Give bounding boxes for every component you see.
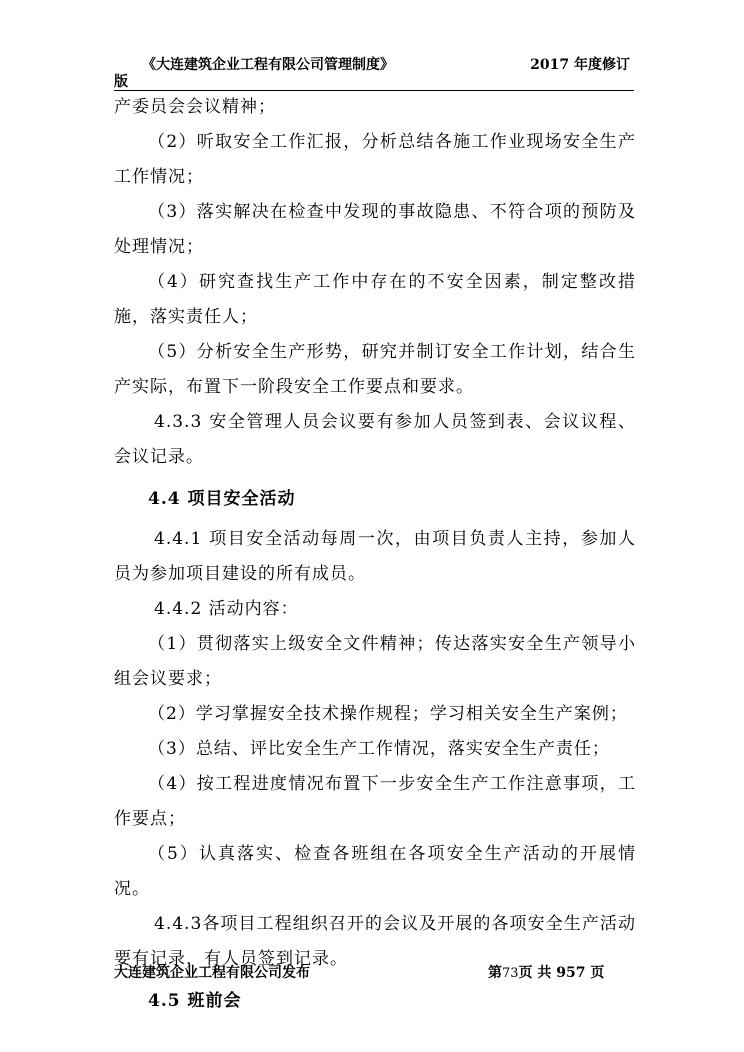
paragraph: （5）认真落实、检查各班组在各项安全生产活动的开展情况。	[114, 844, 636, 899]
footer-page-number: 73	[502, 966, 519, 981]
section-heading: 4.4 项目安全活动	[148, 489, 296, 509]
paragraph: 4.4.3各项目工程组织召开的会议及开展的各项安全生产活动要有记录，有人员签到记录。	[114, 914, 636, 969]
footer-publisher: 大连建筑企业工程有限公司发布	[114, 965, 310, 981]
footer-page-total: 页 共 957 页	[518, 965, 605, 981]
paragraph: 4.4.2 活动内容：	[154, 599, 299, 619]
page-header	[114, 50, 634, 91]
footer-page-info	[488, 962, 604, 982]
paragraph: （5）分析安全生产形势，研究并制订安全工作计划，结合生产实际，布置下一阶段安全工作要点和要求。	[114, 342, 636, 397]
document-body	[114, 90, 636, 1024]
paragraph: （3）总结、评比安全生产工作情况，落实安全生产责任；	[148, 739, 610, 759]
paragraph: 4.4.1 项目安全活动每周一次，由项目负责人主持，参加人员为参加项目建设的所有成员。	[114, 529, 636, 584]
paragraph: （4）研究查找生产工作中存在的不安全因素，制定整改措施，落实责任人；	[114, 272, 636, 327]
header-revision-wrap: 版	[114, 74, 128, 90]
footer-page-prefix: 第	[488, 965, 502, 981]
header-title: 《大连建筑企业工程有限公司管理制度》	[142, 57, 394, 73]
paragraph: （2）听取安全工作汇报，分析总结各施工作业现场安全生产工作情况；	[114, 132, 636, 187]
paragraph: （2）学习掌握安全技术操作规程；学习相关安全生产案例；	[148, 704, 628, 724]
paragraph: 4.3.3 安全管理人员会议要有参加人员签到表、会议议程、会议记录。	[114, 412, 636, 467]
paragraph: （3）落实解决在检查中发现的事故隐患、不符合项的预防及处理情况；	[114, 202, 636, 257]
header-revision: 2017 年度修订	[530, 57, 630, 73]
paragraph: 产委员会会议精神；	[114, 97, 276, 117]
section-heading: 4.5 班前会	[148, 991, 242, 1011]
page-footer	[114, 958, 634, 980]
paragraph: （1）贯彻落实上级安全文件精神；传达落实安全生产领导小组会议要求；	[114, 634, 636, 689]
paragraph: （4）按工程进度情况布置下一步安全生产工作注意事项，工作要点；	[114, 774, 636, 829]
